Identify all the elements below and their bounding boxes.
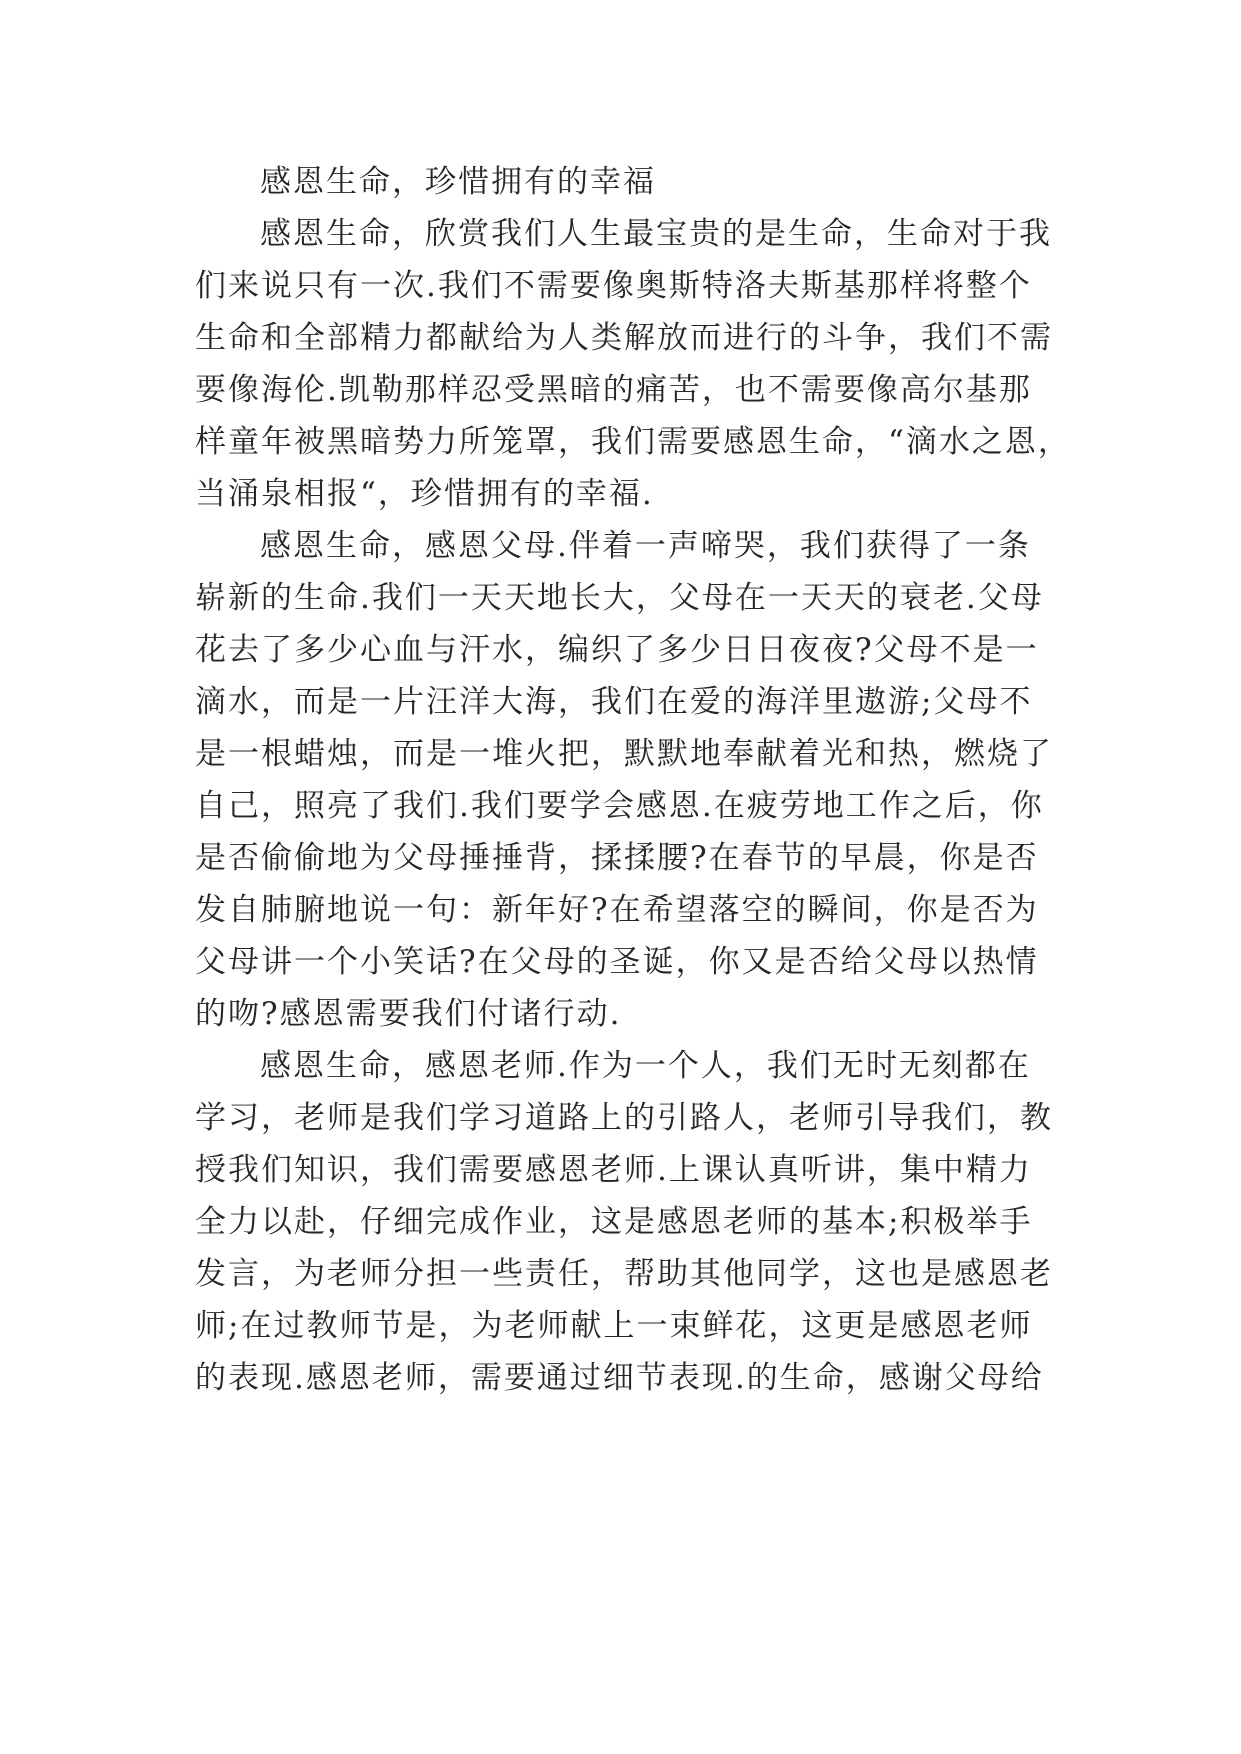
text-line: 自己，照亮了我们.我们要学会感恩.在疲劳地工作之后，你: [195, 788, 1044, 824]
text-line: 感恩生命，感恩父母.伴着一声啼哭，我们获得了一条: [260, 528, 1031, 564]
text-line: 感恩生命，欣赏我们人生最宝贵的是生命，生命对于我: [260, 216, 1052, 252]
text-line: 要像海伦.凯勒那样忍受黑暗的痛苦，也不需要像高尔基那: [195, 372, 1032, 408]
text-line: 发言，为老师分担一些责任，帮助其他同学，这也是感恩老: [195, 1256, 1053, 1292]
text-line: 学习，老师是我们学习道路上的引路人，老师引导我们，教: [195, 1100, 1053, 1136]
text-line: 崭新的生命.我们一天天地长大，父母在一天天的衰老.父母: [195, 580, 1044, 616]
text-line: 感恩生命，感恩老师.作为一个人，我们无时无刻都在: [260, 1048, 1031, 1084]
document-title: 感恩生命，珍惜拥有的幸福: [260, 164, 656, 200]
text-line: 们来说只有一次.我们不需要像奥斯特洛夫斯基那样将整个: [195, 268, 1032, 304]
text-line: 是否偷偷地为父母捶捶背，揉揉腰?在春节的早晨，你是否: [195, 840, 1039, 876]
text-line: 师;在过教师节是，为老师献上一束鲜花，这更是感恩老师: [195, 1308, 1033, 1344]
text-line: 的吻?感恩需要我们付诸行动.: [195, 996, 622, 1032]
text-line: 授我们知识，我们需要感恩老师.上课认真听讲，集中精力: [195, 1152, 1032, 1188]
text-line: 花去了多少心血与汗水，编织了多少日日夜夜?父母不是一: [195, 632, 1039, 668]
text-line: 样童年被黑暗势力所笼罩，我们需要感恩生命，“滴水之恩，: [195, 424, 1071, 460]
text-line: 当涌泉相报“，珍惜拥有的幸福.: [195, 476, 654, 512]
text-line: 滴水，而是一片汪洋大海，我们在爱的海洋里遨游;父母不: [195, 684, 1033, 720]
text-line: 全力以赴，仔细完成作业，这是感恩老师的基本;积极举手: [195, 1204, 1033, 1240]
text-line: 发自肺腑地说一句：新年好?在希望落空的瞬间，你是否为: [195, 892, 1039, 928]
text-line: 是一根蜡烛，而是一堆火把，默默地奉献着光和热，燃烧了: [195, 736, 1053, 772]
text-line: 生命和全部精力都献给为人类解放而进行的斗争，我们不需: [195, 320, 1053, 356]
text-line: 的表现.感恩老师，需要通过细节表现.的生命，感谢父母给: [195, 1360, 1044, 1396]
text-line: 父母讲一个小笑话?在父母的圣诞，你又是否给父母以热情: [195, 944, 1039, 980]
